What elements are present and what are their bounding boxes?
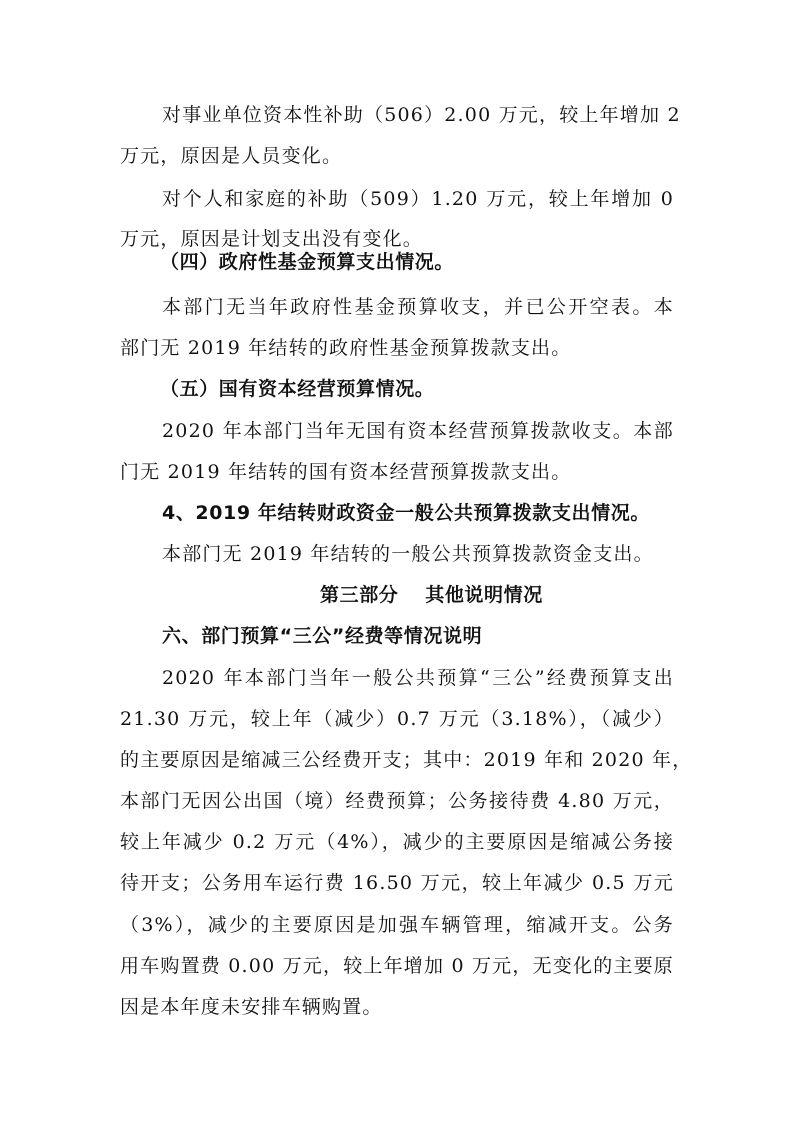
part-title: 第三部分 其他说明情况: [320, 584, 543, 606]
paragraph-line: 待开支；公务用车运行费 16.50 万元，较上年减少 0.5 万元: [120, 872, 674, 894]
paragraph-line: （3%），减少的主要原因是加强车辆管理，缩减开支。公务: [120, 914, 674, 936]
section-heading: 六、部门预算“三公”经费等情况说明: [162, 625, 483, 647]
paragraph-line: 2020 年本部门当年一般公共预算“三公”经费预算支出: [162, 667, 674, 689]
section-heading: （五）国有资本经营预算情况。: [160, 378, 435, 400]
paragraph-line: 本部门无因公出国（境）经费预算；公务接待费 4.80 万元，: [120, 790, 674, 812]
paragraph-line: 用车购置费 0.00 万元，较上年增加 0 万元，无变化的主要原: [120, 955, 674, 977]
paragraph-line: 万元，原因是人员变化。: [120, 145, 343, 167]
paragraph-line: 部门无 2019 年结转的政府性基金预算拨款支出。: [120, 337, 572, 359]
paragraph-line: 因是本年度未安排车辆购置。: [120, 996, 383, 1018]
paragraph-line: 的主要原因是缩减三公经费开支；其中：2019 年和 2020 年，: [120, 749, 693, 771]
section-heading: 4、2019 年结转财政资金一般公共预算拨款支出情况。: [162, 502, 650, 524]
paragraph-line: 较上年减少 0.2 万元（4%），减少的主要原因是缩减公务接: [120, 831, 674, 853]
paragraph-line: 本部门无 2019 年结转的一般公共预算拨款资金支出。: [162, 543, 654, 565]
paragraph-line: 本部门无当年政府性基金预算收支，并已公开空表。本: [162, 296, 674, 318]
section-heading: （四）政府性基金预算支出情况。: [160, 251, 455, 273]
paragraph-line: 对个人和家庭的补助（509）1.20 万元，较上年增加 0: [162, 188, 674, 210]
paragraph-line: 门无 2019 年结转的国有资本经营预算拨款支出。: [120, 461, 572, 483]
paragraph-line: 2020 年本部门当年无国有资本经营预算拨款收支。本部: [162, 420, 674, 442]
paragraph-line: 万元，原因是计划支出没有变化。: [120, 228, 424, 250]
paragraph-line: 21.30 万元，较上年（减少）0.7 万元（3.18%），（减少）: [120, 708, 674, 730]
paragraph-line: 对事业单位资本性补助（506）2.00 万元，较上年增加 2: [162, 104, 681, 126]
